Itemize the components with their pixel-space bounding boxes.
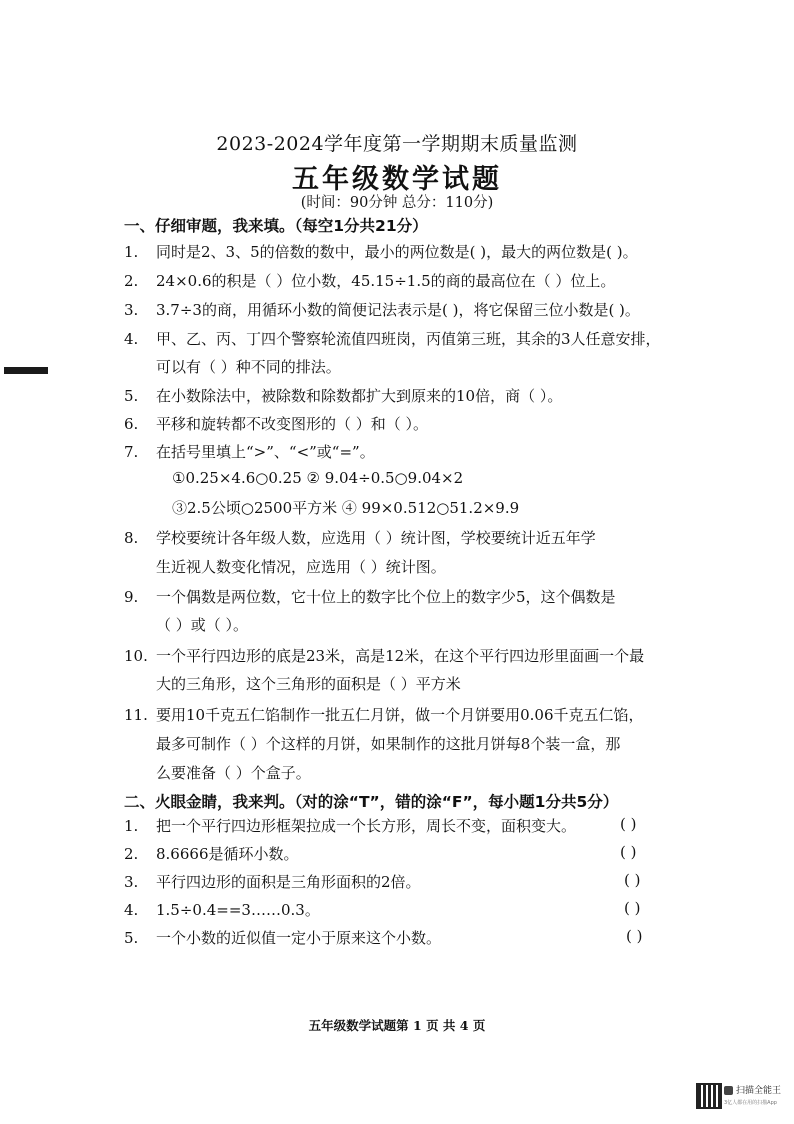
qr-code-icon (696, 1083, 722, 1109)
judge-question-5 (124, 927, 441, 948)
question-number: 3. (124, 301, 139, 319)
question-1-4 (124, 328, 661, 349)
question-text: 8.6666是循环小数。 (156, 845, 299, 863)
question-1-10 (124, 645, 644, 666)
answer-paren-4[interactable]: ( ) (624, 899, 641, 917)
scanner-watermark: 扫描全能王 (736, 1086, 782, 1096)
question-1-2 (124, 270, 615, 291)
question-number: 2. (124, 272, 139, 290)
question-number: 9. (124, 588, 139, 606)
question-1-4-line2: 可以有（ ）种不同的排法。 (156, 358, 341, 376)
judge-question-3 (124, 871, 421, 892)
question-1-1 (124, 241, 638, 262)
question-number: 8. (124, 529, 139, 547)
question-1-7-line3: ③2.5公顷○2500平方米 ④ 99×0.512○51.2×9.9 (172, 499, 520, 517)
question-1-8 (124, 527, 596, 548)
question-number: 6. (124, 415, 139, 433)
question-text: 平移和旋转都不改变图形的（ ）和（ ）。 (156, 415, 429, 433)
question-1-8-line2: 生近视人数变化情况，应选用（ ）统计图。 (156, 558, 446, 576)
question-number: 1. (124, 243, 139, 261)
question-number: 11. (124, 706, 148, 724)
question-number: 5. (124, 929, 139, 947)
answer-paren-5[interactable]: ( ) (626, 927, 643, 945)
answer-paren-2[interactable]: ( ) (620, 843, 637, 861)
question-text: 24×0.6的积是（ ）位小数，45.15÷1.5的商的最高位在（ ）位上。 (156, 272, 616, 290)
section1-heading: 一、仔细审题，我来填。（每空1分共21分） (124, 217, 428, 235)
question-number: 7. (124, 443, 139, 461)
question-1-9 (124, 586, 616, 607)
question-1-6 (124, 413, 428, 434)
time-info: (时间：90分钟 总分：110分) (300, 195, 494, 211)
question-1-11-line2: 最多可制作（ ）个这样的月饼，如果制作的这批月饼每8个装一盒，那 (156, 735, 621, 753)
judge-question-1 (124, 815, 576, 836)
question-1-7 (124, 441, 375, 462)
question-text: 在小数除法中，被除数和除数都扩大到原来的10倍，商（ ）。 (156, 387, 563, 405)
question-text: 平行四边形的面积是三角形面积的2倍。 (156, 873, 421, 891)
subject-title: 五年级数学试题 (292, 164, 502, 195)
question-text: 把一个平行四边形框架拉成一个长方形，周长不变，面积变大。 (156, 817, 577, 835)
answer-paren-1[interactable]: ( ) (620, 815, 637, 833)
question-text: 一个小数的近似值一定小于原来这个小数。 (156, 929, 442, 947)
question-1-7-line2: ①0.25×4.6○0.25 ② 9.04÷0.5○9.04×2 (172, 469, 464, 487)
question-number: 10. (124, 647, 148, 665)
question-text: 要用10千克五仁馅制作一批五仁月饼，做一个月饼要用0.06千克五仁馅， (156, 706, 644, 724)
question-1-5 (124, 385, 562, 406)
question-text: 一个偶数是两位数，它十位上的数字比个位上的数字少5，这个偶数是 (156, 588, 616, 606)
scanner-logo-icon (724, 1086, 733, 1095)
question-text: 同时是2、3、5的倍数的数中，最小的两位数是( )，最大的两位数是( )。 (156, 243, 638, 261)
question-text: 1.5÷0.4==3……0.3。 (156, 901, 320, 919)
section2-heading: 二、火眼金睛，我来判。（对的涂“T”，错的涂“F”，每小题1分共5分） (124, 793, 619, 811)
scanner-watermark-sub: 3亿人都在用的扫描App (724, 1100, 777, 1106)
judge-question-2 (124, 843, 299, 864)
question-number: 4. (124, 901, 139, 919)
question-1-3 (124, 299, 640, 320)
question-text: 3.7÷3的商，用循环小数的简便记法表示是( )，将它保留三位小数是( )。 (156, 301, 640, 319)
question-number: 5. (124, 387, 139, 405)
question-text: 学校要统计各年级人数，应选用（ ）统计图，学校要统计近五年学 (156, 529, 596, 547)
question-1-11-line3: 么要准备（ ）个盒子。 (156, 764, 311, 782)
question-number: 2. (124, 845, 139, 863)
question-text: 在括号里填上“>”、“<”或“=”。 (156, 443, 375, 461)
question-number: 1. (124, 817, 139, 835)
question-1-11 (124, 704, 644, 725)
judge-question-4 (124, 899, 320, 920)
question-1-9-line2: （ ）或（ ）。 (156, 616, 249, 634)
page-footer: 五年级数学试题第 1 页 共 4 页 (308, 1018, 486, 1033)
answer-paren-3[interactable]: ( ) (624, 871, 641, 889)
question-number: 4. (124, 330, 139, 348)
exam-title: 2023-2024学年度第一学期期末质量监测 (216, 133, 578, 155)
question-number: 3. (124, 873, 139, 891)
question-1-10-line2: 大的三角形，这个三角形的面积是（ ）平方米 (156, 675, 461, 693)
question-text: 一个平行四边形的底是23米，高是12米，在这个平行四边形里面画一个最 (156, 647, 645, 665)
question-text: 甲、乙、丙、丁四个警察轮流值四班岗，丙值第三班，其余的3人任意安排， (156, 330, 661, 348)
margin-mark (4, 367, 48, 374)
